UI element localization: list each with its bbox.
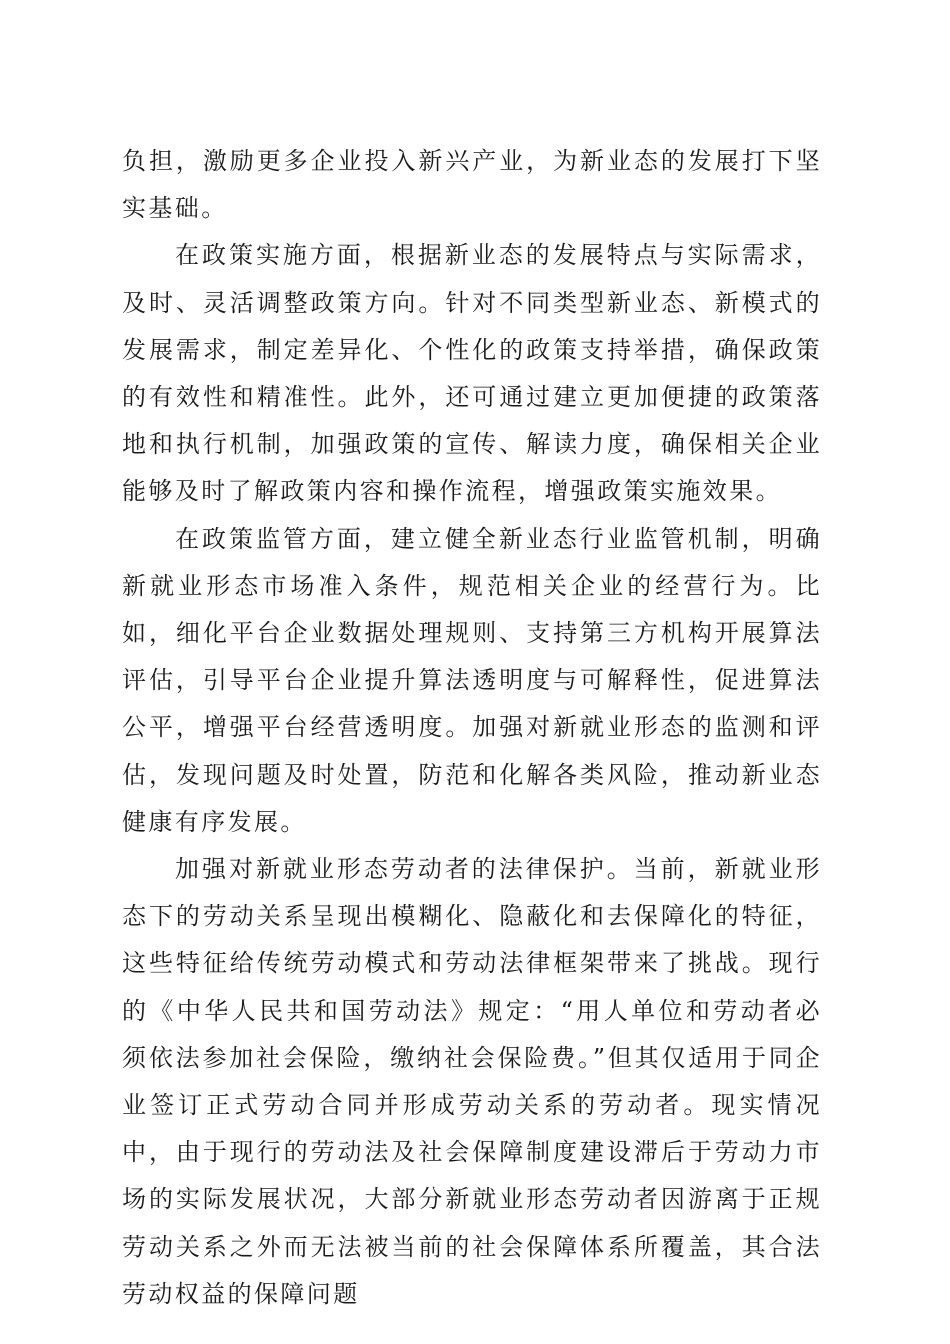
paragraph-legal-protection: 加强对新就业形态劳动者的法律保护。当前，新就业形态下的劳动关系呈现出模糊化、隐蔽化和去保障化的特征，这些特征给传统劳动模式和劳动法律框架带来了挑战。现行的《中华人民共和国劳动法》规定：“用人单位和劳动者必须依法参加社会保险，缴纳社会保险费。”但其仅适用于同企业签订正式劳动合同并形成劳动关系的劳动者。现实情况中，由于现行的劳动法及社会保障制度建设滞后于劳动力市场的实际发展状况，大部分新就业形态劳动者因游离于正规劳动关系之外而无法被当前的社会保障体系所覆盖，其合法劳动权益的保障问题 (122, 855, 822, 1308)
body-text (122, 138, 822, 1318)
paragraph-policy-implementation: 在政策实施方面，根据新业态的发展特点与实际需求，及时、灵活调整政策方向。针对不同类型新业态、新模式的发展需求，制定差异化、个性化的政策支持举措，确保政策的有效性和精准性。此外，还可通过建立更加便捷的政策落地和执行机制，加强政策的宣传、解读力度，确保相关企业能够及时了解政策内容和操作流程，增强政策实施效果。 (122, 241, 822, 506)
paragraph-policy-supervision: 在政策监管方面，建立健全新业态行业监管机制，明确新就业形态市场准入条件，规范相关企业的经营行为。比如，细化平台企业数据处理规则、支持第三方机构开展算法评估，引导平台企业提升算法透明度与可解释性，促进算法公平，增强平台经营透明度。加强对新就业形态的监测和评估，发现问题及时处置，防范和化解各类风险，推动新业态健康有序发展。 (122, 524, 822, 836)
paragraph-continuation: 负担，激励更多企业投入新兴产业，为新业态的发展打下坚实基础。 (122, 147, 822, 223)
